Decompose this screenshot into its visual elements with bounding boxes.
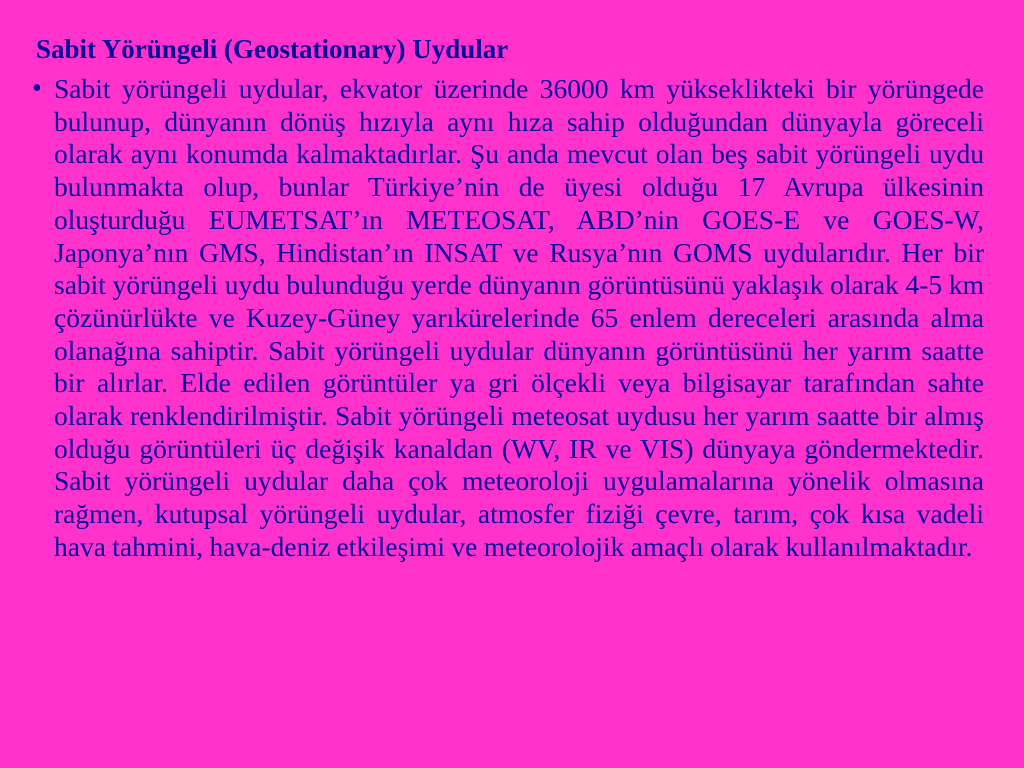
slide-title: Sabit Yörüngeli (Geostationary) Uydular <box>36 34 509 64</box>
bullet-text: Sabit yörüngeli uydular, ekvator üzerinde 36000 km yükseklikteki bir yörüngede bulunup, dünyanın dönüş hızıyla aynı hıza sahip olduğundan dünyayla göreceli olarak aynı konumda kalmaktadırlar. Şu anda mevcut olan beş sabit yörüngeli uydu bulunmakta olup, bunlar Türkiye’nin de üyesi olduğu 17 Avrupa ülkesinin oluşturduğu EUMETSAT’ın METEOSAT, ABD’nin GOES-E ve GOES-W, Japonya’nın GMS, Hindistan’ın INSAT ve Rusya’nın GOMS uydularıdır. Her bir sabit yörüngeli uydu bulunduğu yerde dünyanın görüntüsünü yaklaşık olarak 4-5 km çözünürlükte ve Kuzey-Güney yarıkürelerinde 65 enlem dereceleri arasında alma olanağına sahiptir. Sabit yörüngeli uydular dünyanın görüntüsünü her yarım saatte bir alırlar. Elde edilen görüntüler ya gri ölçekli veya bilgisayar tarafından sahte olarak renklendirilmiştir. Sabit yörüngeli meteosat uydusu her yarım saatte bir almış olduğu görüntüleri üç değişik kanaldan (WV, IR ve VIS) dünyaya göndermektedir. Sabit yörüngeli uydular daha çok meteoroloji uygulamalarına yönelik olmasına rağmen, kutupsal yörüngeli uydular, atmosfer fiziği çevre, tarım, çok kısa vadeli hava tahmini, hava-deniz etkileşimi ve meteorolojik amaçlı olarak kullanılmaktadır. <box>54 73 984 562</box>
bullet-point-icon: • <box>32 73 42 104</box>
bullet-item <box>32 73 984 564</box>
